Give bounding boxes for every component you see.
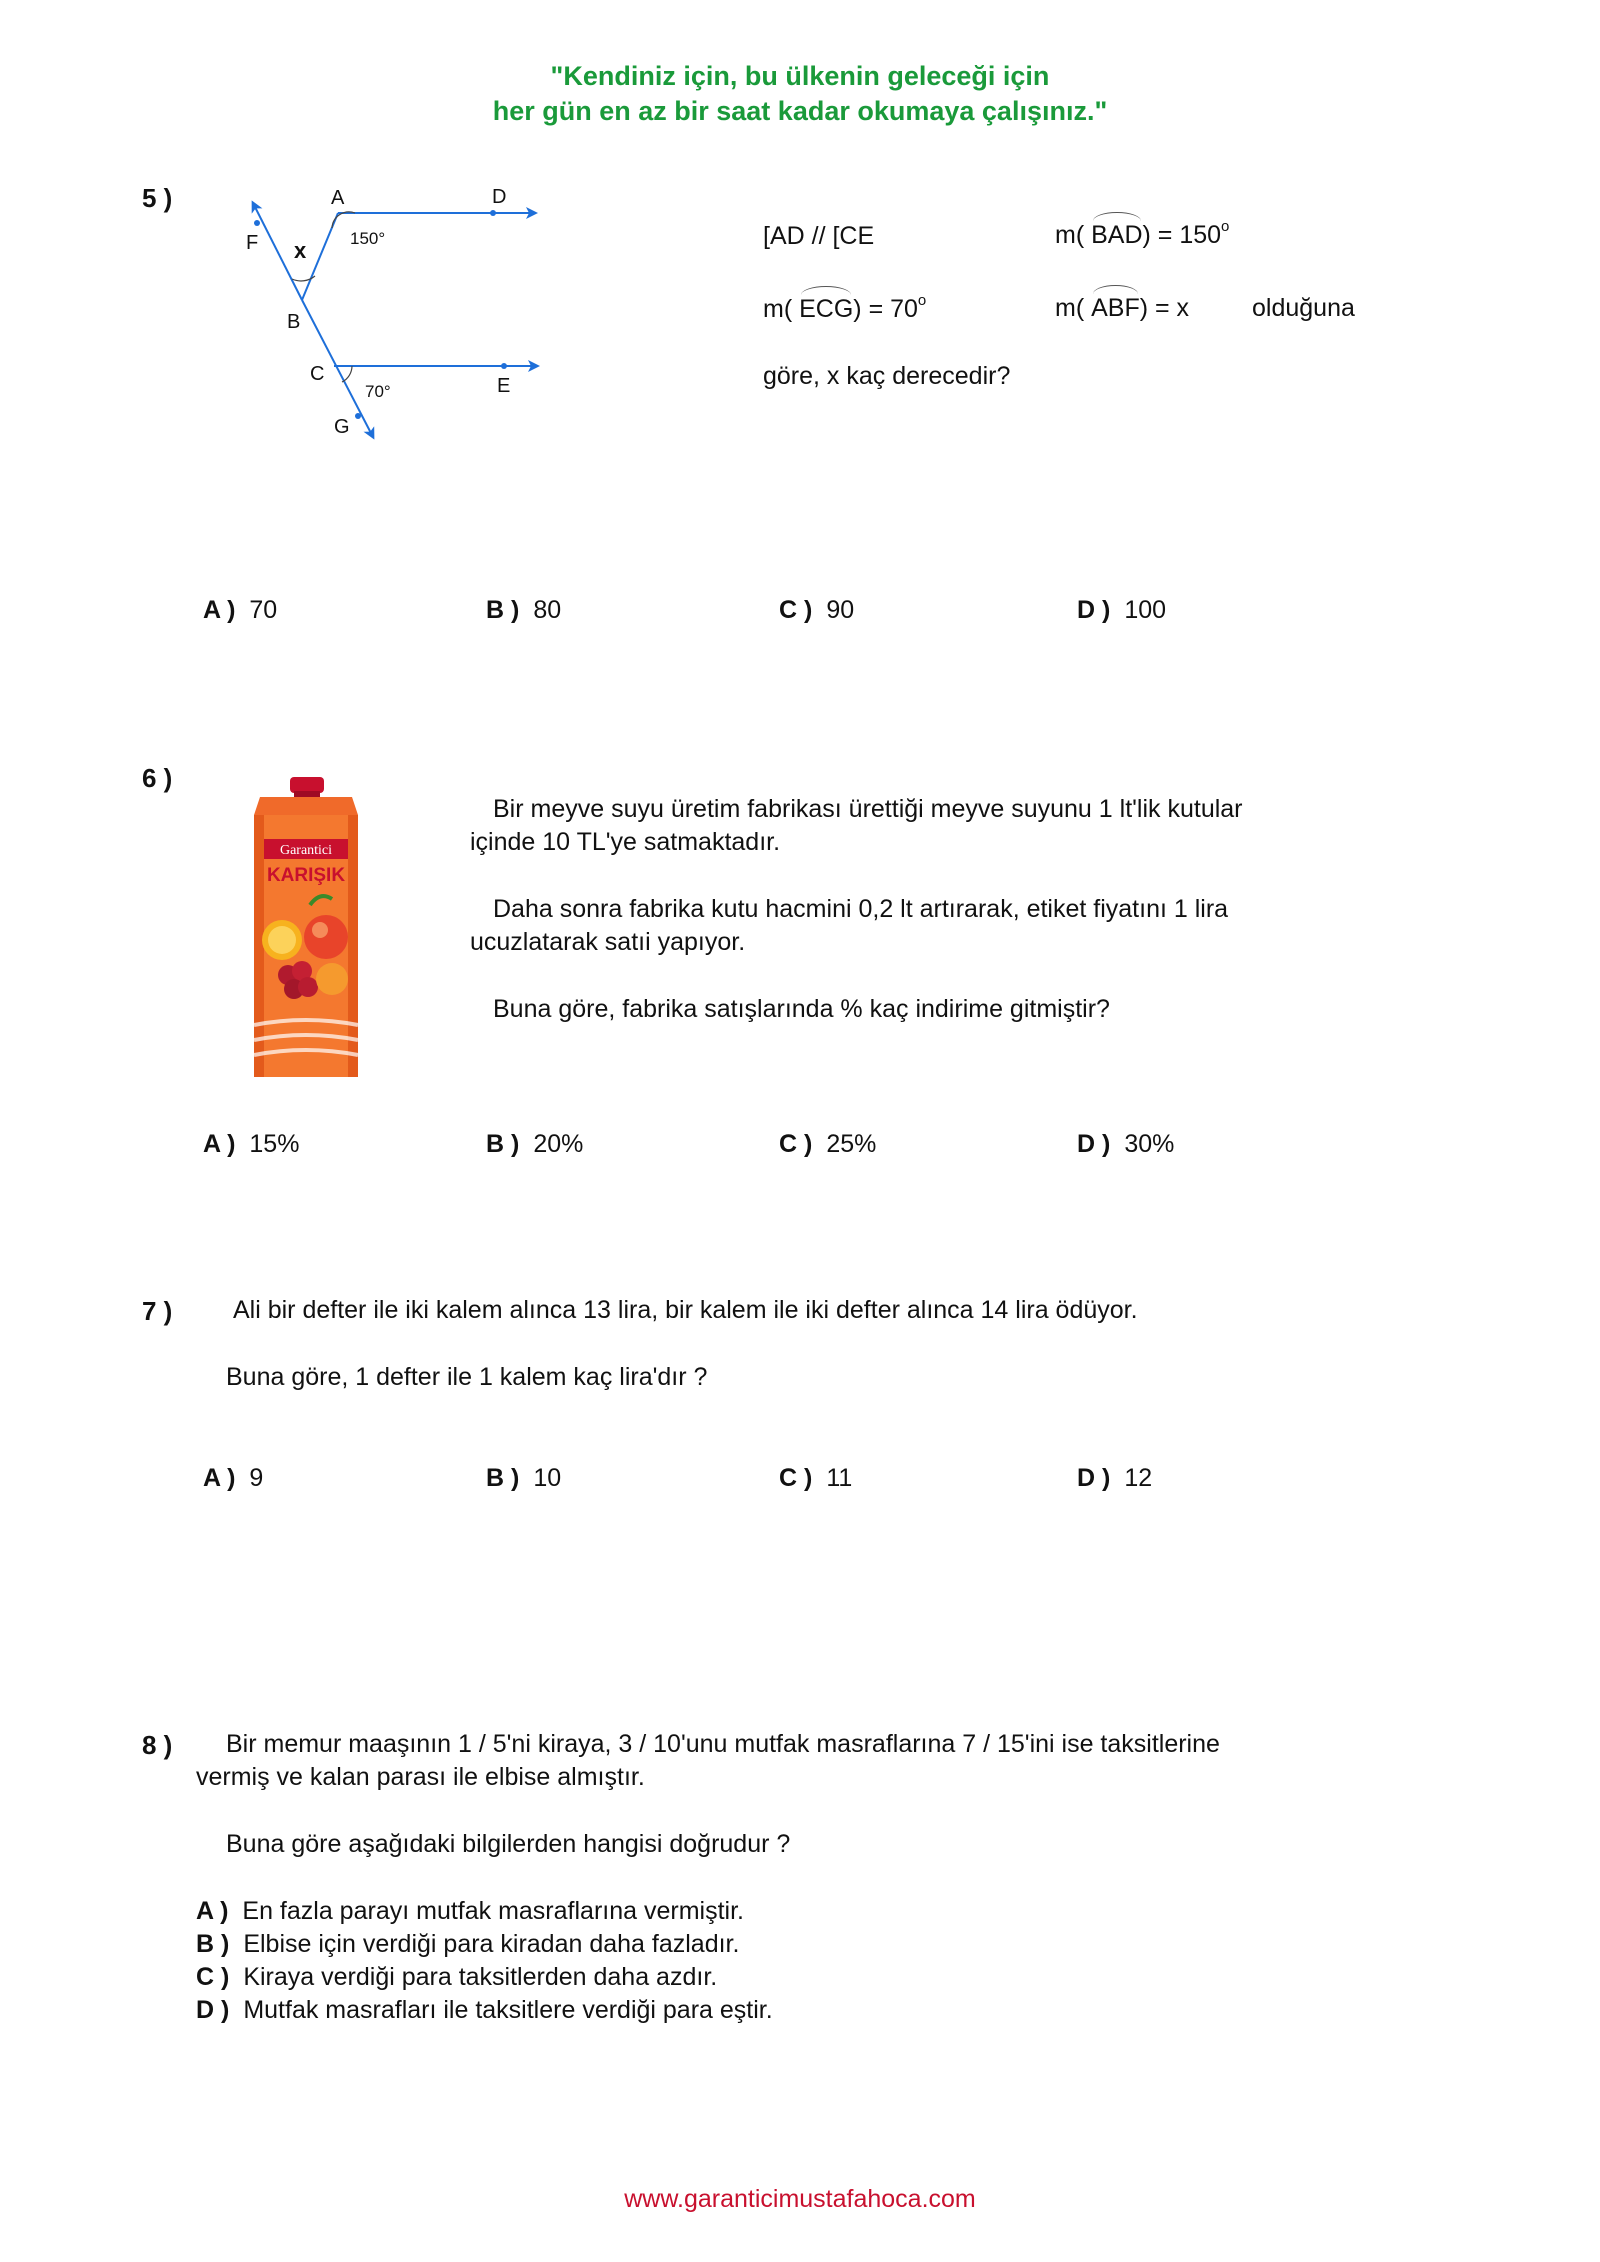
q5-option-a[interactable]: A ) 70 — [203, 596, 278, 624]
question-7-number: 7 ) — [142, 1296, 173, 1326]
q5-given-parallel: [AD // [CE — [763, 222, 875, 250]
label-f: F — [246, 232, 259, 254]
label-b: B — [287, 311, 301, 333]
q5-option-d[interactable]: D ) 100 — [1077, 596, 1167, 624]
point-f — [254, 220, 260, 226]
q8-statement-line-1: Bir memur maaşının 1 / 5'ni kiraya, 3 / 10'unu mutfak masraflarına 7 / 15'ini ise taksitlerine — [226, 1730, 1220, 1758]
q6-option-a[interactable]: A ) 15% — [203, 1130, 300, 1158]
q6-question: Buna göre, fabrika satışlarında % kaç indirime gitmiştir? — [493, 995, 1110, 1023]
q8-option-b[interactable]: B ) Elbise için verdiği para kiradan daha fazladır. — [196, 1930, 740, 1958]
question-5-number: 5 ) — [142, 183, 173, 213]
label-a: A — [331, 187, 345, 209]
q6-option-d[interactable]: D ) 30% — [1077, 1130, 1175, 1158]
carton-product: KARIŞIK — [266, 865, 346, 886]
label-e: E — [497, 375, 511, 397]
q7-question: Buna göre, 1 defter ile 1 kalem kaç lira'dır ? — [226, 1363, 708, 1391]
label-g: G — [334, 416, 350, 438]
label-70: 70° — [365, 382, 391, 401]
motto-line-1: "Kendiniz için, bu ülkenin geleceği için — [550, 61, 1050, 91]
q7-option-d[interactable]: D ) 12 — [1077, 1464, 1153, 1492]
motto-line-2: her gün en az bir saat kadar okumaya çalışınız." — [492, 96, 1108, 126]
label-x: x — [294, 238, 307, 263]
q8-question: Buna göre aşağıdaki bilgilerden hangisi doğrudur ? — [226, 1830, 791, 1858]
q5-option-c[interactable]: C ) 90 — [779, 596, 855, 624]
footer-website-link[interactable]: www.garanticimustafahoca.com — [624, 2185, 976, 2213]
q5-option-b[interactable]: B ) 80 — [486, 596, 562, 624]
angle-abf-label: ABF — [1091, 294, 1140, 322]
q6-option-b[interactable]: B ) 20% — [486, 1130, 584, 1158]
q8-option-c[interactable]: C ) Kiraya verdiği para taksitlerden daha azdır. — [196, 1963, 718, 1991]
angle-bad-label: BAD — [1091, 221, 1143, 249]
q7-option-b[interactable]: B ) 10 — [486, 1464, 562, 1492]
q6-paragraph-1-line-2: içinde 10 TL'ye satmaktadır. — [470, 828, 781, 856]
label-150: 150° — [350, 229, 386, 248]
peach-fruit — [304, 915, 348, 959]
point-e — [501, 363, 507, 369]
question-6-number: 6 ) — [142, 763, 173, 793]
q7-option-c[interactable]: C ) 11 — [779, 1464, 853, 1492]
q5-given-tail: olduğuna — [1252, 294, 1355, 322]
point-d — [490, 210, 496, 216]
point-g — [355, 413, 361, 419]
q6-paragraph-1-line-1: Bir meyve suyu üretim fabrikası ürettiği meyve suyunu 1 lt'lik kutular — [493, 795, 1243, 823]
q5-given-ecg: m( $ECG) = 70^o$ — [763, 292, 926, 324]
q8-option-a[interactable]: A ) En fazla parayı mutfak masraflarına vermiştir. — [196, 1897, 744, 1925]
q7-option-a[interactable]: A ) 9 — [203, 1464, 264, 1492]
q5-given-abf: m( ABF) = x — [1055, 294, 1189, 323]
q6-paragraph-2-line-1: Daha sonra fabrika kutu hacmini 0,2 lt artırarak, etiket fiyatını 1 lira — [493, 895, 1229, 923]
q7-statement: Ali bir defter ile iki kalem alınca 13 lira, bir kalem ile iki defter alınca 14 lira ödüyor. — [233, 1296, 1138, 1324]
q5-given-bad: m( $BAD) = 150^o$ — [1055, 218, 1229, 250]
q8-statement-line-2: vermiş ve kalan parası ile elbise almıştır. — [196, 1763, 645, 1791]
label-d: D — [492, 186, 507, 208]
juice-carton-image — [250, 775, 362, 1080]
carton-brand: Garantici — [279, 843, 333, 858]
q6-option-c[interactable]: C ) 25% — [779, 1130, 877, 1158]
question-8-number: 8 ) — [142, 1730, 173, 1760]
q5-angle-figure — [230, 175, 560, 445]
q8-option-d[interactable]: D ) Mutfak masrafları ile taksitlere verdiği para eştir. — [196, 1996, 773, 2024]
q6-paragraph-2-line-2: ucuzlatarak satıi yapıyor. — [470, 928, 746, 956]
label-c: C — [310, 363, 325, 385]
q5-question: göre, x kaç derecedir? — [763, 362, 1011, 390]
angle-ecg-label: ECG — [799, 295, 854, 323]
